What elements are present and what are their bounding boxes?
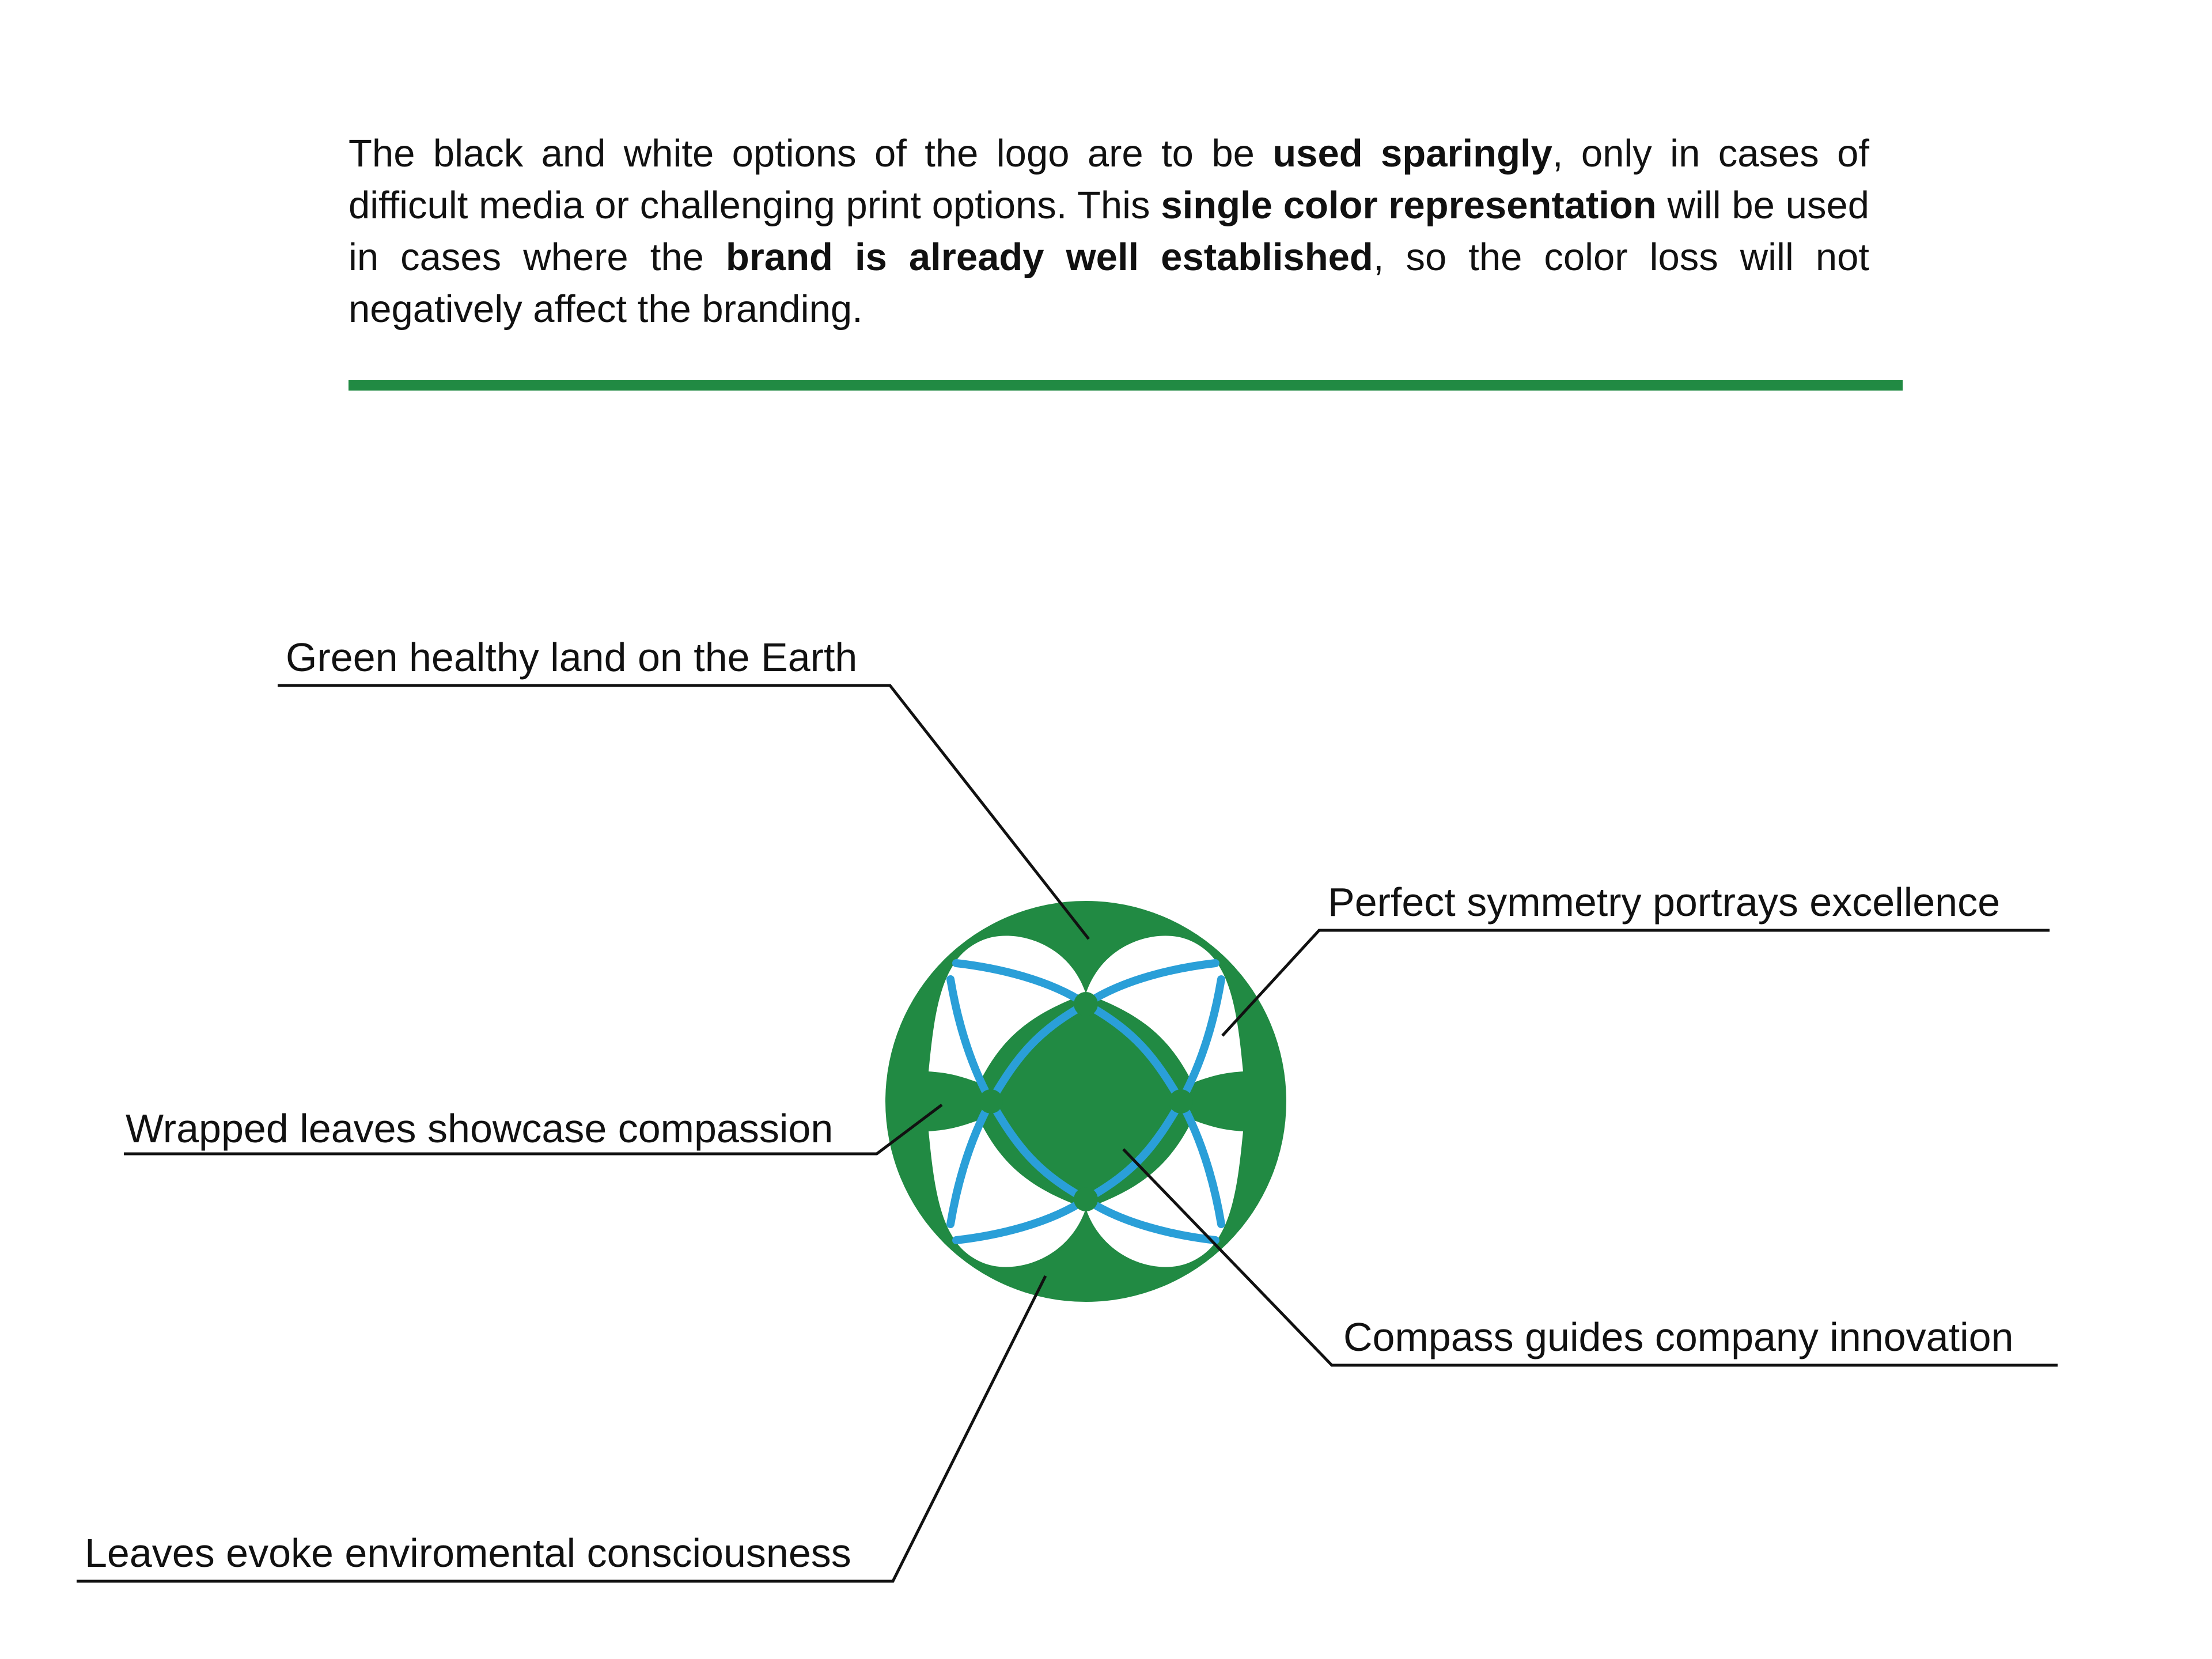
intro-text-3: will be used in cases where the <box>349 184 1870 279</box>
intro-emphasis-1: used sparingly <box>1272 132 1552 175</box>
callout-label-wrapped-leaves: Wrapped leaves showcase compassion <box>126 1106 834 1151</box>
leader-line-symmetry <box>1222 930 2050 1036</box>
callout-symmetry <box>1222 880 2050 1036</box>
leaf-compass-logo-icon <box>885 901 1286 1302</box>
leader-line-green-land <box>278 685 1089 939</box>
logo-green-disc <box>885 901 1286 1302</box>
callout-wrapped-leaves <box>124 1105 942 1154</box>
compass-node-left <box>979 1089 1003 1113</box>
callout-label-compass: Compass guides company innovation <box>1343 1315 2014 1359</box>
callout-leaves-evoke <box>77 1276 1046 1581</box>
intro-emphasis-2: single color representation <box>1161 184 1657 227</box>
compass-node-bottom <box>1074 1187 1098 1211</box>
callout-green-land <box>278 635 1089 939</box>
compass-node-right <box>1169 1089 1193 1113</box>
compass-node-top <box>1074 992 1098 1016</box>
intro-text-2: , only in cases of difficult media or challenging print options. This <box>349 132 1869 227</box>
intro-emphasis-3: brand is already well established <box>725 236 1373 279</box>
callout-label-green-land: Green healthy land on the Earth <box>286 635 858 680</box>
callout-label-symmetry: Perfect symmetry portrays excellence <box>1328 880 2001 925</box>
callout-label-leaves-evoke: Leaves evoke enviromental consciousness <box>85 1531 851 1575</box>
intro-text-4: , so the color loss will not negatively affect the branding. <box>349 236 1869 331</box>
intro-text-1: The black and white options of the logo are to be <box>349 132 1273 175</box>
